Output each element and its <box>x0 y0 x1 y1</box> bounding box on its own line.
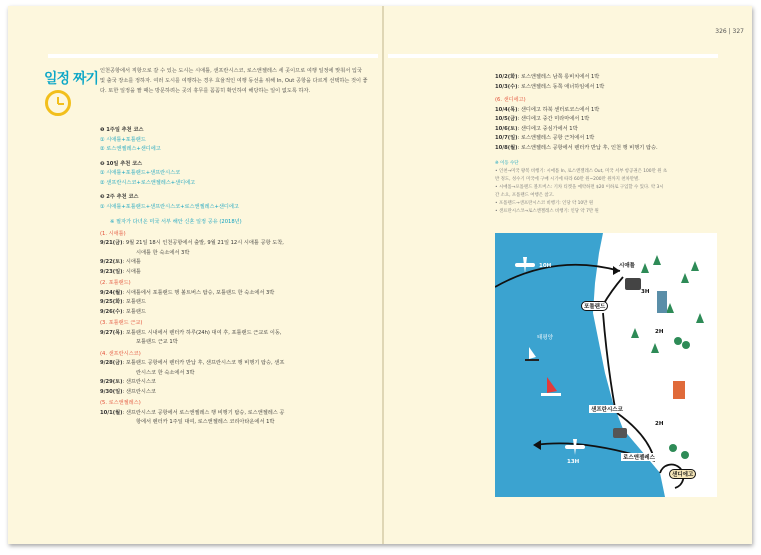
group-seattle <box>100 229 370 277</box>
course-item: ① 시애틀+포틀랜드 <box>100 136 146 143</box>
intro-text: 인천공항에서 직항으로 갈 수 있는 도시는 시애틀, 샌프란시스코, 로스앤젤레스 세 곳이므로 여행 일정에 맞춰서 입국 및 출국 장소를 정하자. 여러 도시를 여행하는 경우 효율적인 여행 동선을 위해 In, Out 공항을 다르게 선택하는 것이 좋다. 또한 일정을 짤 때는 방문하려는 곳의 휴무를 꼼꼼히 확인하여 해당하는 일이 없도록 하자. <box>100 68 368 94</box>
book-gutter <box>382 6 384 544</box>
transport-line: • 시애틀→포틀랜드 볼트버스: 기차 티켓을 예약하면 $20 이하로 구입할 수 있다. 약 3시 <box>495 185 664 190</box>
car-icon <box>613 428 627 438</box>
schedule-row: 시애틀 한 숙소에서 3박 <box>136 249 190 256</box>
group-heading: (1. 시애틀) <box>100 230 126 237</box>
group-heading: (2. 포틀랜드) <box>100 280 131 287</box>
label-pacific: 태평양 <box>537 335 553 341</box>
sailboat-icon <box>525 347 561 396</box>
label-2h-a: 2H <box>655 329 664 335</box>
group-losangeles <box>100 398 370 427</box>
right-column <box>495 72 725 216</box>
schedule-row: 10/3(수) : 로스앤젤레스 동쪽 애너하임에서 1박 <box>495 83 605 90</box>
group-heading: (6. 샌디에고) <box>495 97 526 104</box>
schedule-row: 9/28(금) : 포틀랜드 공항에서 렌터카 반납 후, 샌프란시스코 행 비행기 탑승, 샌프 <box>100 360 285 367</box>
course-item: ① 시애틀+포틀랜드+샌프란시스코+로스앤젤레스+샌디에고 <box>100 203 239 210</box>
label-sanfrancisco: 샌프란시스코 <box>591 407 623 413</box>
label-seattle: 시애틀 <box>619 263 635 269</box>
schedule-row: 10/5(금) : 샌디에고 중간 미라마에서 1박 <box>495 116 590 123</box>
schedule-row: 9/30(일) : 샌프란시스코 <box>100 388 156 395</box>
group-portland-suburb <box>100 318 370 347</box>
label-10h: 10H <box>539 263 552 269</box>
transport-line: • 샌프란시스코→로스앤젤레스 비행기: 인당 약 7만 원 <box>495 209 599 214</box>
course-3 <box>100 192 370 211</box>
group-heading: (4. 샌프란시스코) <box>100 350 141 357</box>
left-column <box>100 125 370 427</box>
label-portland: 포틀랜드 <box>581 301 608 311</box>
page-number: 326 | 327 <box>715 28 744 35</box>
schedule-row: 9/21(금) : 9월 21일 18시 인천공항에서 출발, 9월 21일 12시 시애틀 공항 도착, <box>100 240 284 247</box>
map-graphic <box>495 233 717 497</box>
transport-notes <box>495 160 725 216</box>
schedule-row: 항에서 렌터카 1주일 대여, 로스앤젤레스 코리아타운에서 1박 <box>136 419 275 426</box>
label-13h: 13H <box>567 459 580 465</box>
label-2h-b: 2H <box>655 421 664 427</box>
route-arrow <box>533 440 541 450</box>
schedule-row: 9/22(토) : 시애틀 <box>100 259 141 266</box>
course-2 <box>100 159 370 188</box>
course-item: ② 로스앤젤레스+샌디에고 <box>100 146 161 153</box>
group-heading: (5. 로스앤젤레스) <box>100 400 141 407</box>
transport-line: 반 정도, 성수기 미국에 구매 시기에 따라 60만 원~200만 원까지 천차만별. <box>495 177 640 182</box>
schedule-row: 9/29(토) : 샌프란시스코 <box>100 379 156 386</box>
transport-line: 간 소요, 포틀랜드 여행은 참고. <box>495 193 555 198</box>
schedule-row: 9/26(수) : 포틀랜드 <box>100 308 146 315</box>
course-title: ❷ 10일 추천 코스 <box>100 160 143 167</box>
schedule-row: 10/4(목) : 샌디에고 하북 센터로코스에서 1박 <box>495 106 600 113</box>
schedule-row: 10/8(월) : 로스앤젤레스 공항에서 렌터카 반납 후, 인천 행 비행기 탑승. <box>495 144 658 151</box>
schedule-row: 10/7(일) : 로스앤젤레스 공항 근처에서 1박 <box>495 135 595 142</box>
right-header-band <box>388 54 718 58</box>
course-title: ❸ 2주 추천 코스 <box>100 194 139 201</box>
building <box>657 291 667 313</box>
bus-icon <box>625 278 641 290</box>
building <box>673 381 685 399</box>
schedule-row: 10/1(월) : 샌프란시스코 공항에서 로스앤젤레스 행 비행기 탑승, 로스앤젤레스 공 <box>100 409 285 416</box>
schedule-row: 9/25(화) : 포틀랜드 <box>100 299 146 306</box>
group-heading: (3. 포틀랜드 근교) <box>100 320 143 327</box>
group-sanfrancisco <box>100 349 370 397</box>
route-map <box>495 233 717 497</box>
schedule-row: 9/27(목) : 포틀랜드 시내에서 렌터카 하루(24h) 대여 후, 포틀랜드 근교로 이동, <box>100 329 282 336</box>
section-title: 일정 짜기 <box>44 71 98 87</box>
schedule-row: 10/2(화) : 로스앤젤레스 남쪽 롱비치에서 1박 <box>495 74 600 81</box>
course-item: ① 시애틀+포틀랜드+샌프란시스코 <box>100 170 181 177</box>
schedule-row: 10/6(토) : 샌디에고 중심가에서 1박 <box>495 125 578 132</box>
transport-line: • 포틀랜드→샌프란시스코 비행기: 인당 약 10만 원 <box>495 201 594 206</box>
schedule-row: 9/24(월) : 시애틀에서 포틀랜드 행 볼트버스 탑승, 포틀랜드 한 숙소에서 3박 <box>100 289 275 296</box>
course-1 <box>100 125 370 154</box>
schedule-row: 포틀랜드 근교 1박 <box>136 339 178 346</box>
label-losangeles: 로스앤젤레스 <box>623 455 655 461</box>
clock-icon <box>45 90 71 116</box>
transport-title: ※ 이동 수단 <box>495 161 519 166</box>
course-item: ② 샌프란시스코+로스앤젤레스+샌디에고 <box>100 179 196 186</box>
group-portland <box>100 278 370 316</box>
transport-line: • 인천→미국 왕복 비행기: 시애틀 In, 로스앤젤레스 Out, 미국 서부 항공권은 100만 원 초 <box>495 169 668 174</box>
course-title: ❶ 1주일 추천 코스 <box>100 127 144 134</box>
schedule-row: 란시스코 한 숙소에서 3박 <box>136 369 195 376</box>
schedule-title: ※ 필자가 다녀온 미국 서부 해안 신혼 일정 공유 (2018년) <box>110 219 242 226</box>
left-header-band <box>48 54 378 58</box>
label-3h: 3H <box>641 289 650 295</box>
label-sandiego: 샌디에고 <box>669 469 696 479</box>
schedule-row: 9/23(일) : 시애틀 <box>100 268 141 275</box>
